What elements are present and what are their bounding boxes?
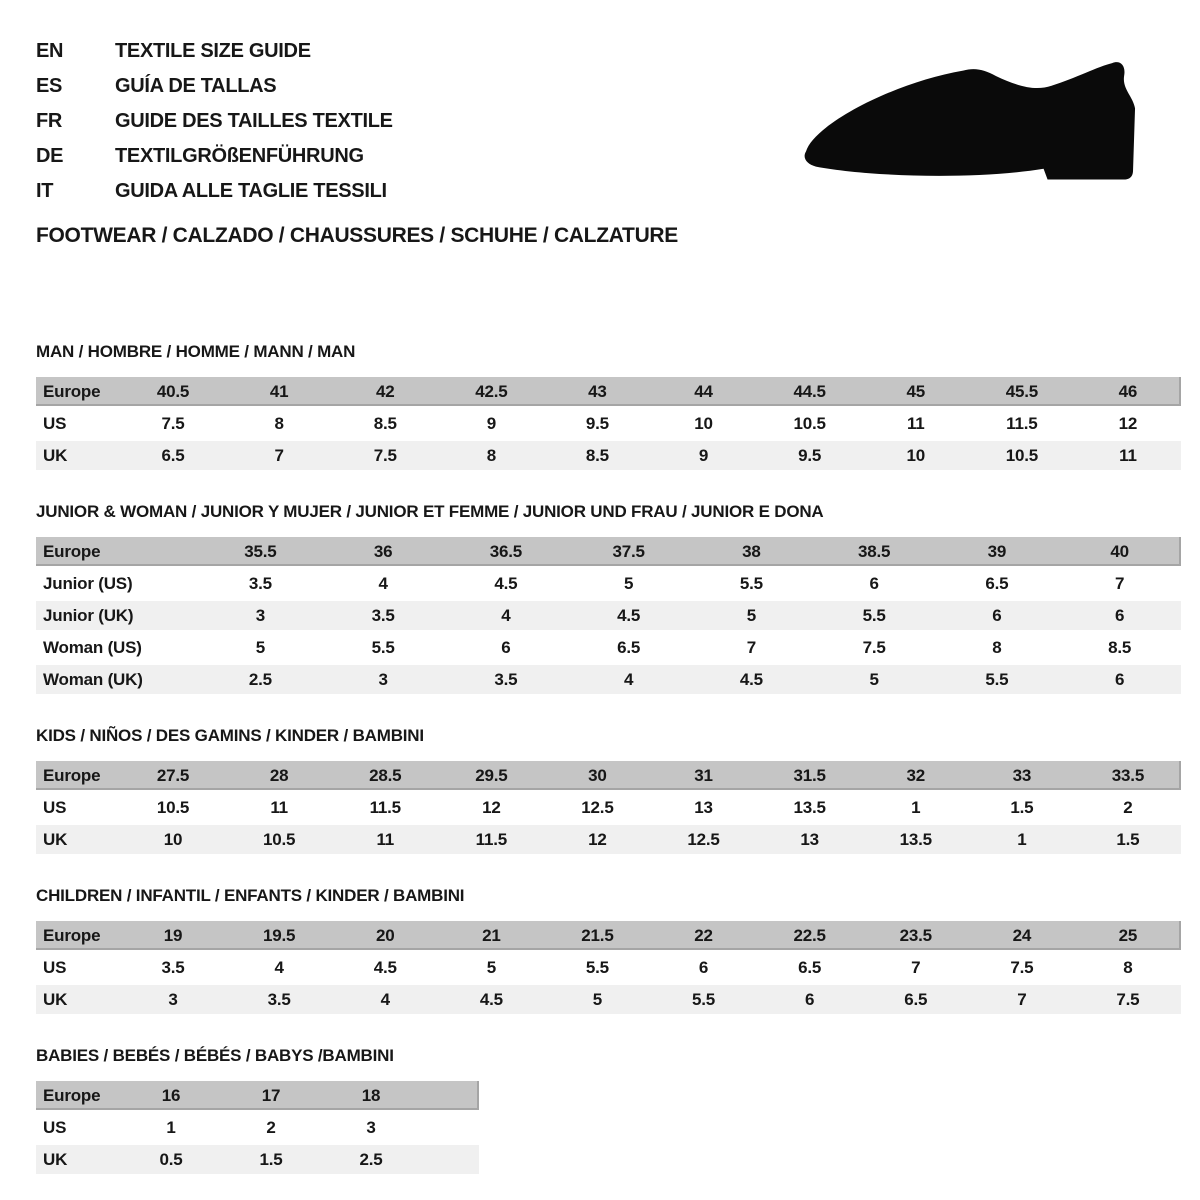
size-cell: 7.5	[1116, 989, 1140, 1009]
size-cell: 5.5	[739, 573, 763, 593]
language-title: GUIDE DES TAILLES TEXTILE	[115, 110, 393, 132]
size-cell: 5.5	[862, 605, 886, 625]
size-cell: 11	[906, 413, 925, 433]
size-cell: 4.5	[617, 605, 641, 625]
size-cell: 1.5	[259, 1149, 283, 1169]
row-label: Europe	[43, 1085, 101, 1105]
size-cell: 7	[746, 637, 756, 657]
size-cell: 46	[1118, 381, 1138, 401]
size-cell: 10	[163, 829, 183, 849]
category-heading: FOOTWEAR / CALZADO / CHAUSSURES / SCHUHE / CALZATURE	[36, 224, 679, 247]
size-cell: 7.5	[373, 445, 397, 465]
size-cell: 30	[588, 765, 607, 785]
row-label: UK	[43, 445, 68, 465]
size-cell: 9	[698, 445, 709, 465]
size-cell: 18	[361, 1085, 381, 1105]
size-cell: 7	[911, 957, 921, 977]
size-table	[36, 921, 1180, 1014]
size-cell: 2	[266, 1117, 276, 1137]
size-cell: 4	[274, 957, 284, 977]
size-table	[36, 761, 1180, 854]
size-cell: 20	[375, 925, 395, 945]
size-cell: 33	[1012, 765, 1032, 785]
size-cell: 7.5	[1010, 957, 1034, 977]
size-cell: 3.5	[267, 989, 291, 1009]
size-cell: 1	[1017, 829, 1027, 849]
table-row	[36, 1081, 479, 1110]
table-title: KIDS / NIÑOS / DES GAMINS / KINDER / BAMBINI	[36, 726, 424, 745]
row-label: UK	[43, 1149, 68, 1169]
size-cell: 3	[255, 605, 265, 625]
size-cell: 10.5	[1005, 445, 1038, 465]
size-cell: 1	[166, 1117, 176, 1137]
size-cell: 8.5	[373, 413, 397, 433]
row-label: Junior (US)	[43, 573, 133, 593]
size-cell: 5	[255, 637, 265, 657]
size-cell: 8.5	[585, 445, 609, 465]
table-title: BABIES / BEBÉS / BÉBÉS / BABYS /BAMBINI	[36, 1046, 394, 1065]
size-cell: 4.5	[494, 573, 518, 593]
size-cell: 8	[486, 445, 496, 465]
size-table-section	[36, 1046, 1180, 1174]
row-label: Junior (UK)	[43, 605, 134, 625]
row-label: Europe	[43, 765, 101, 785]
size-cell: 44	[694, 381, 713, 401]
size-cell: 0.5	[159, 1149, 183, 1169]
row-label: Europe	[43, 925, 101, 945]
size-cell: 45	[906, 381, 925, 401]
size-cell: 4	[501, 605, 511, 625]
size-cell: 19.5	[262, 925, 296, 945]
size-cell: 41	[269, 381, 289, 401]
size-table-section	[36, 502, 1180, 694]
size-cell: 6	[992, 605, 1002, 625]
size-cell: 22.5	[793, 925, 826, 945]
size-cell: 45.5	[1005, 381, 1038, 401]
row-label: US	[43, 957, 67, 977]
table-row	[36, 569, 1181, 598]
size-cell: 12	[588, 829, 607, 849]
size-cell: 10	[906, 445, 925, 465]
size-cell: 4.5	[479, 989, 503, 1009]
size-cell: 6	[698, 957, 709, 977]
size-cell: 32	[906, 765, 925, 785]
size-cell: 10	[694, 413, 713, 433]
size-table-section	[36, 886, 1180, 1014]
language-code: DE	[36, 145, 64, 167]
size-cell: 13	[800, 829, 819, 849]
size-cell: 19	[163, 925, 183, 945]
row-label: US	[43, 797, 67, 817]
size-cell: 13.5	[793, 797, 826, 817]
language-code: ES	[36, 75, 63, 97]
size-cell: 40.5	[156, 381, 190, 401]
size-table-section	[36, 342, 1180, 470]
size-cell: 5	[746, 605, 756, 625]
table-title: JUNIOR & WOMAN / JUNIOR Y MUJER / JUNIOR ET FEMME / JUNIOR UND FRAU / JUNIOR E DONA	[36, 502, 824, 521]
size-cell: 5.5	[692, 989, 716, 1009]
size-cell: 28	[269, 765, 289, 785]
size-cell: 3.5	[161, 957, 185, 977]
size-cell: 12.5	[687, 829, 720, 849]
table-row	[36, 537, 1181, 566]
table-row	[36, 793, 1181, 822]
size-cell: 8	[1123, 957, 1133, 977]
size-cell: 11.5	[475, 829, 508, 849]
size-cell: 6.5	[985, 573, 1009, 593]
size-cell: 2	[1123, 797, 1133, 817]
size-cell: 42.5	[475, 381, 508, 401]
language-title: TEXTILGRÖßENFÜHRUNG	[115, 145, 364, 167]
size-cell: 4	[380, 989, 390, 1009]
size-cell: 4.5	[739, 669, 763, 689]
table-row	[36, 601, 1181, 630]
table-row	[36, 1113, 479, 1142]
size-cell: 2.5	[248, 669, 272, 689]
size-cell: 9.5	[585, 413, 609, 433]
size-cell: 12	[482, 797, 501, 817]
size-cell: 8	[992, 637, 1002, 657]
size-cell: 2.5	[359, 1149, 383, 1169]
table-row	[36, 377, 1181, 406]
table-title: MAN / HOMBRE / HOMME / MANN / MAN	[36, 342, 356, 361]
size-cell: 3	[378, 669, 388, 689]
size-table-section	[36, 726, 1180, 854]
size-cell: 7	[1017, 989, 1027, 1009]
size-cell: 24	[1012, 925, 1032, 945]
size-cell: 36	[373, 541, 393, 561]
table-row	[36, 761, 1181, 790]
size-cell: 5.5	[585, 957, 609, 977]
table-row	[36, 441, 1181, 470]
size-cell: 7	[274, 445, 284, 465]
row-label: Woman (US)	[43, 637, 142, 657]
size-cell: 37.5	[612, 541, 645, 561]
table-row	[36, 985, 1181, 1014]
size-cell: 1	[911, 797, 921, 817]
table-row	[36, 665, 1181, 694]
language-title: GUIDA ALLE TAGLIE TESSILI	[115, 180, 387, 202]
size-cell: 12.5	[581, 797, 614, 817]
language-code: FR	[36, 110, 63, 132]
language-code: EN	[36, 40, 64, 62]
size-cell: 17	[261, 1085, 281, 1105]
size-cell: 6	[869, 573, 879, 593]
size-cell: 3	[366, 1117, 376, 1137]
size-cell: 3.5	[248, 573, 272, 593]
size-table	[36, 537, 1180, 694]
size-cell: 5	[869, 669, 879, 689]
size-cell: 6	[1114, 605, 1125, 625]
size-cell: 22	[694, 925, 713, 945]
size-cell: 11	[1119, 445, 1137, 465]
size-cell: 35.5	[244, 541, 277, 561]
size-cell: 21	[482, 925, 501, 945]
size-cell: 38.5	[857, 541, 891, 561]
size-cell: 6	[805, 989, 815, 1009]
size-table	[36, 1081, 1180, 1174]
size-cell: 11.5	[369, 797, 401, 817]
size-cell: 10.5	[262, 829, 296, 849]
language-code: IT	[36, 180, 54, 202]
table-row	[36, 409, 1181, 438]
size-cell: 6	[501, 637, 511, 657]
size-cell: 5	[623, 573, 634, 593]
size-cell: 6.5	[161, 445, 185, 465]
size-cell: 42	[375, 381, 395, 401]
size-cell: 8	[274, 413, 284, 433]
table-row	[36, 953, 1181, 982]
size-cell: 5	[592, 989, 603, 1009]
shoe-icon	[804, 62, 1142, 186]
size-cell: 21.5	[581, 925, 614, 945]
row-label: UK	[43, 829, 68, 849]
row-label: Europe	[43, 541, 101, 561]
size-cell: 39	[987, 541, 1007, 561]
size-cell: 11	[270, 797, 288, 817]
size-cell: 23.5	[899, 925, 932, 945]
size-table	[36, 377, 1180, 470]
size-cell: 6.5	[798, 957, 822, 977]
size-cell: 4	[623, 669, 634, 689]
size-cell: 13	[694, 797, 713, 817]
size-cell: 27.5	[156, 765, 190, 785]
size-cell: 11.5	[1006, 413, 1038, 433]
size-cell: 25	[1118, 925, 1138, 945]
size-cell: 16	[161, 1085, 181, 1105]
size-cell: 3.5	[371, 605, 395, 625]
size-cell: 1.5	[1010, 797, 1034, 817]
size-cell: 31.5	[793, 765, 826, 785]
size-cell: 6.5	[617, 637, 641, 657]
size-cell: 5	[486, 957, 496, 977]
size-cell: 13.5	[899, 829, 932, 849]
table-row	[36, 921, 1181, 950]
size-cell: 10.5	[793, 413, 826, 433]
table-row	[36, 633, 1181, 662]
size-cell: 7.5	[161, 413, 185, 433]
row-label: Woman (UK)	[43, 669, 143, 689]
size-cell: 6.5	[904, 989, 928, 1009]
size-cell: 6	[1114, 669, 1125, 689]
row-label: Europe	[43, 381, 101, 401]
size-cell: 28.5	[369, 765, 402, 785]
size-cell: 40	[1110, 541, 1129, 561]
size-cell: 3	[168, 989, 178, 1009]
size-cell: 29.5	[475, 765, 508, 785]
language-title: TEXTILE SIZE GUIDE	[115, 40, 311, 62]
size-cell: 3.5	[494, 669, 518, 689]
size-cell: 44.5	[793, 381, 826, 401]
table-title: CHILDREN / INFANTIL / ENFANTS / KINDER / BAMBINI	[36, 886, 465, 905]
size-cell: 4.5	[373, 957, 397, 977]
size-cell: 9	[486, 413, 496, 433]
size-cell: 5.5	[985, 669, 1009, 689]
size-cell: 11	[376, 829, 395, 849]
size-cell: 7	[1114, 573, 1125, 593]
size-cell: 38	[742, 541, 761, 561]
size-cell: 43	[588, 381, 607, 401]
row-label: US	[43, 1117, 67, 1137]
size-cell: 4	[378, 573, 388, 593]
size-cell: 5.5	[371, 637, 395, 657]
size-cell: 31	[694, 765, 713, 785]
size-cell: 1.5	[1116, 829, 1140, 849]
size-cell: 9.5	[798, 445, 822, 465]
size-cell: 10.5	[156, 797, 190, 817]
row-label: UK	[43, 989, 68, 1009]
size-cell: 7.5	[862, 637, 886, 657]
row-label: US	[43, 413, 67, 433]
size-cell: 33.5	[1111, 765, 1145, 785]
table-row	[36, 825, 1181, 854]
size-tables	[36, 342, 1180, 1174]
size-cell: 36.5	[489, 541, 523, 561]
language-title: GUÍA DE TALLAS	[115, 75, 277, 97]
size-cell: 12	[1118, 413, 1138, 433]
size-cell: 8.5	[1108, 637, 1132, 657]
table-row	[36, 1145, 479, 1174]
